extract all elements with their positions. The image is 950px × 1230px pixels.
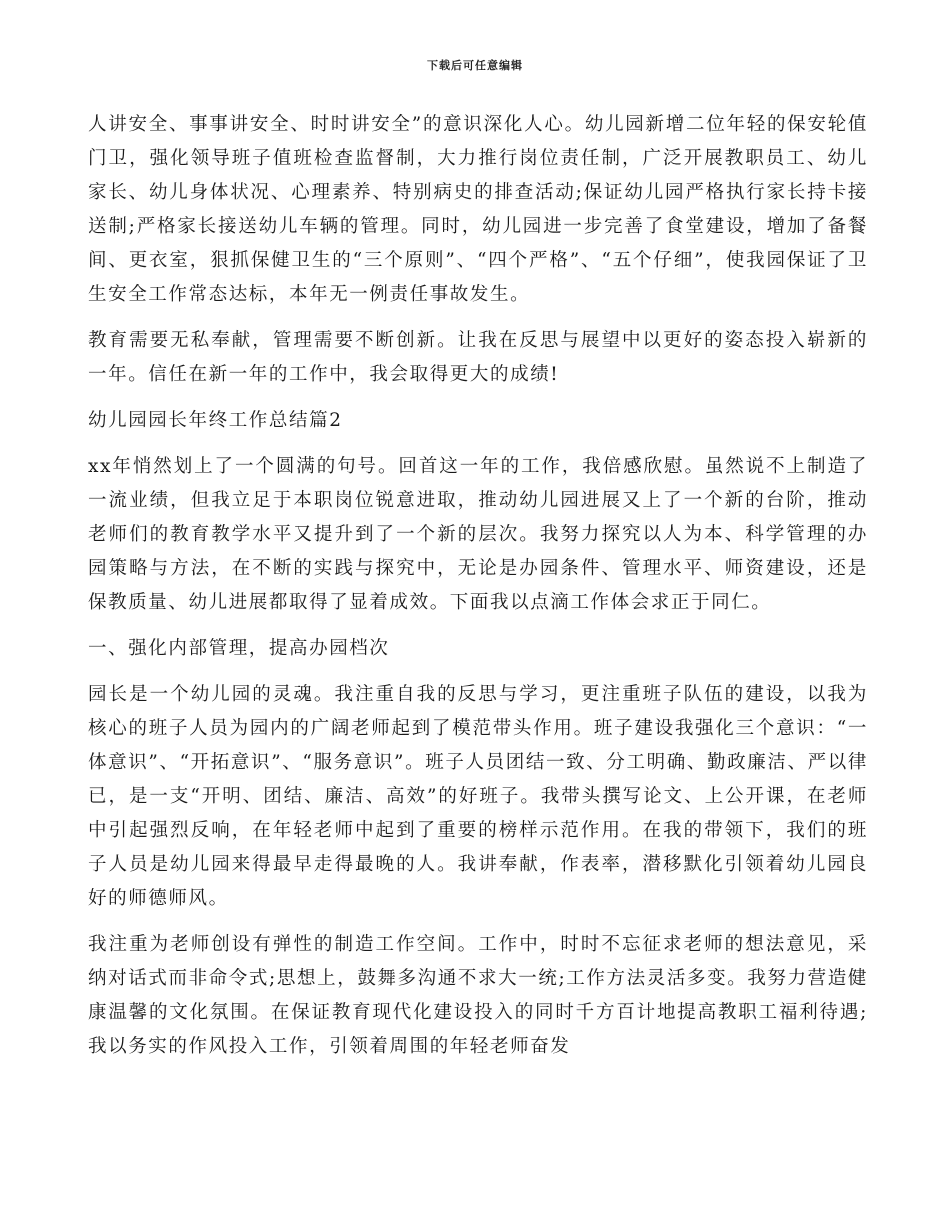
paragraph-year-review: xx年悄然划上了一个圆满的句号。回首这一年的工作，我倍感欣慰。虽然说不上制造了一流业绩，但我立足于本职岗位锐意进取，推动幼儿园进展又上了一个新的台阶，推动老师们的教育教学水平又提升到了一个新的层次。我努力探究以人为本、科学管理的办园策略与方法，在不断的实践与探究中，无论是办园条件、管理水平、师资建设，还是保教质量、幼儿进展都取得了显着成效。下面我以点滴工作体会求正于同仁。 xyxy=(88,456,868,613)
paragraph-teacher-space: 我注重为老师创设有弹性的制造工作空间。工作中，时时不忘征求老师的想法意见，采纳对话式而非命令式;思想上，鼓舞多沟通不求大一统;工作方法灵活多变。我努力营造健康温馨的文化氛围。在保证教育现代化建设投入的同时千方百计地提高教职工福利待遇;我以务实的作风投入工作，引领着周围的年轻老师奋发 xyxy=(88,934,868,1057)
page-header-note: 下载后可任意编辑 xyxy=(427,59,523,72)
section-heading-management: 一、强化内部管理，提高办园档次 xyxy=(88,638,390,659)
paragraph-dedication: 教育需要无私奉献，管理需要不断创新。让我在反思与展望中以更好的姿态投入崭新的一年。信任在新一年的工作中，我会取得更大的成绩! xyxy=(88,330,868,385)
document-body xyxy=(88,108,868,1076)
paragraph-safety: 人讲安全、事事讲安全、时时讲安全”的意识深化人心。幼儿园新增二位年轻的保安轮值门卫，强化领导班子值班检查监督制，大力推行岗位责任制，广泛开展教职员工、幼儿家长、幼儿身体状况、心理素养、特别病史的排查活动;保证幼儿园严格执行家长持卡接送制;严格家长接送幼儿车辆的管理。同时，幼儿园进一步完善了食堂建设，增加了备餐间、更衣室，狠抓保健卫生的“三个原则”、“四个严格”、“五个仔细”，使我园保证了卫生安全工作常态达标，本年无一例责任事故发生。 xyxy=(88,114,868,305)
section-title: 幼儿园园长年终工作总结篇2 xyxy=(88,410,343,431)
paragraph-leadership: 园长是一个幼儿园的灵魂。我注重自我的反思与学习，更注重班子队伍的建设，以我为核心的班子人员为园内的广阔老师起到了模范带头作用。班子建设我强化三个意识：“一体意识”、“开拓意识”、“服务意识”。班子人员团结一致、分工明确、勤政廉洁、严以律已，是一支“开明、团结、廉洁、高效”的好班子。我带头撰写论文、上公开课，在老师中引起强烈反响，在年轻老师中起到了重要的榜样示范作用。在我的带领下，我们的班子人员是幼儿园来得最早走得最晚的人。我讲奉献，作表率，潜移默化引领着幼儿园良好的师德师风。 xyxy=(88,684,868,909)
